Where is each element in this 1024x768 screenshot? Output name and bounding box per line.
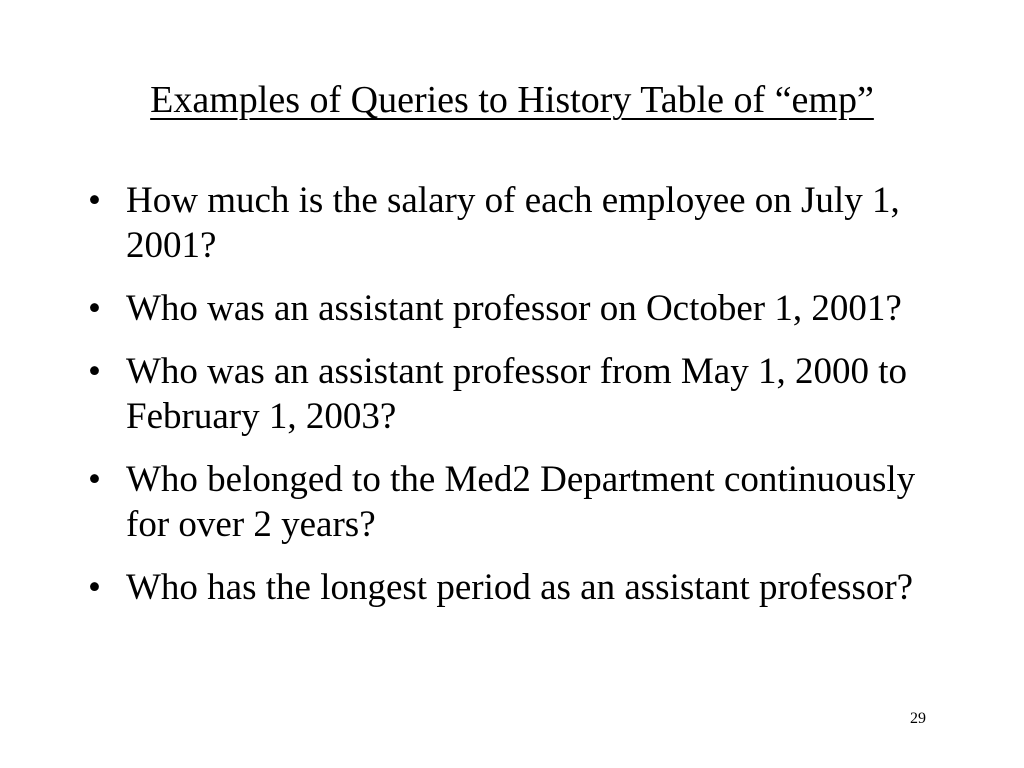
bullet-text: Who was an assistant professor on October 1, 2001? xyxy=(126,288,902,329)
bullet-item-4 xyxy=(88,457,948,547)
bullet-item-5 xyxy=(88,565,948,610)
bullet-list xyxy=(88,178,948,628)
bullet-icon: • xyxy=(88,288,101,329)
bullet-icon: • xyxy=(88,567,101,608)
page-number: 29 xyxy=(910,710,926,727)
bullet-icon: • xyxy=(88,459,101,500)
bullet-text: Who was an assistant professor from May 1, 2000 to February 1, 2003? xyxy=(126,351,907,437)
bullet-text: Who belonged to the Med2 Department continuously for over 2 years? xyxy=(126,459,916,545)
bullet-item-3 xyxy=(88,349,948,439)
bullet-item-1 xyxy=(88,178,948,268)
bullet-icon: • xyxy=(88,351,101,392)
bullet-text: How much is the salary of each employee on July 1, 2001? xyxy=(126,180,900,266)
bullet-icon: • xyxy=(88,180,101,221)
slide-title-text: Examples of Queries to History Table of “emp” xyxy=(150,79,874,121)
bullet-text: Who has the longest period as an assistant professor? xyxy=(126,567,914,608)
bullet-item-2 xyxy=(88,286,948,331)
slide-title xyxy=(0,74,1024,126)
